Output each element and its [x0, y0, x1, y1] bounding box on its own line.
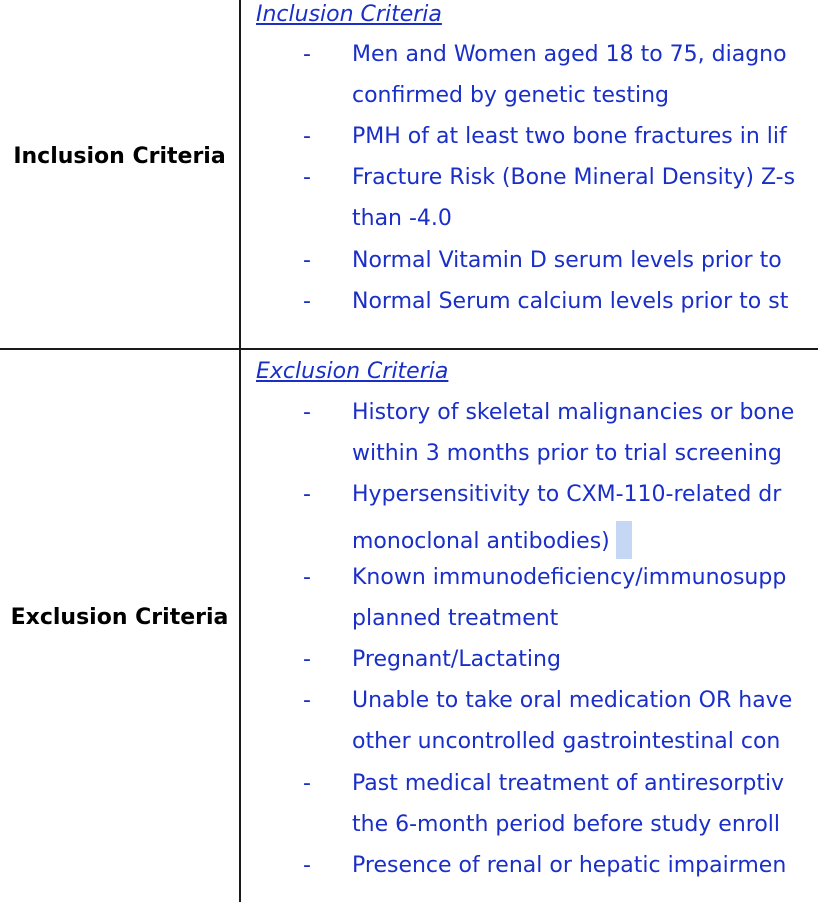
list-item-text-continued: monoclonal antibodies) [352, 529, 610, 554]
list-item-text: Fracture Risk (Bone Mineral Density) Z-s [352, 165, 796, 190]
list-bullet: - [303, 42, 311, 67]
text-cursor-selection[interactable] [616, 521, 632, 559]
list-item-text-continued: within 3 months prior to trial screening [352, 441, 782, 466]
list-bullet: - [303, 771, 311, 796]
inclusion-row-label: Inclusion Criteria [13, 144, 226, 169]
list-bullet: - [303, 853, 311, 878]
inclusion-section-title: Inclusion Criteria [256, 2, 442, 27]
list-bullet: - [303, 289, 311, 314]
list-item-text-continued: the 6-month period before study enroll [352, 812, 781, 837]
list-item-text: Men and Women aged 18 to 75, diagno [352, 42, 787, 67]
row-divider [0, 348, 818, 350]
list-item-text: Past medical treatment of antiresorptiv [352, 771, 785, 796]
list-bullet: - [303, 482, 311, 507]
column-divider [239, 0, 241, 902]
exclusion-row-label: Exclusion Criteria [10, 605, 229, 630]
list-item-text: Known immunodeficiency/immunosupp [352, 565, 787, 590]
list-item-text: History of skeletal malignancies or bone [352, 400, 795, 425]
list-bullet: - [303, 400, 311, 425]
list-bullet: - [303, 124, 311, 149]
list-item-text: Pregnant/Lactating [352, 647, 561, 672]
list-item-text-continued: than -4.0 [352, 206, 452, 231]
list-item-text-continued: planned treatment [352, 606, 559, 631]
list-item-text-continued-wrap [352, 521, 632, 559]
list-item-text: Presence of renal or hepatic impairmen [352, 853, 787, 878]
list-item-text-continued: confirmed by genetic testing [352, 83, 669, 108]
list-item-text: PMH of at least two bone fractures in lif [352, 124, 787, 149]
list-item-text: Hypersensitivity to CXM-110-related dr [352, 482, 782, 507]
list-bullet: - [303, 248, 311, 273]
list-bullet: - [303, 565, 311, 590]
list-bullet: - [303, 688, 311, 713]
list-item-text: Normal Serum calcium levels prior to st [352, 289, 789, 314]
list-item-text: Unable to take oral medication OR have [352, 688, 793, 713]
list-bullet: - [303, 165, 311, 190]
list-item-text-continued: other uncontrolled gastrointestinal con [352, 729, 781, 754]
list-bullet: - [303, 647, 311, 672]
list-item-text: Normal Vitamin D serum levels prior to [352, 248, 782, 273]
exclusion-section-title: Exclusion Criteria [256, 359, 449, 384]
